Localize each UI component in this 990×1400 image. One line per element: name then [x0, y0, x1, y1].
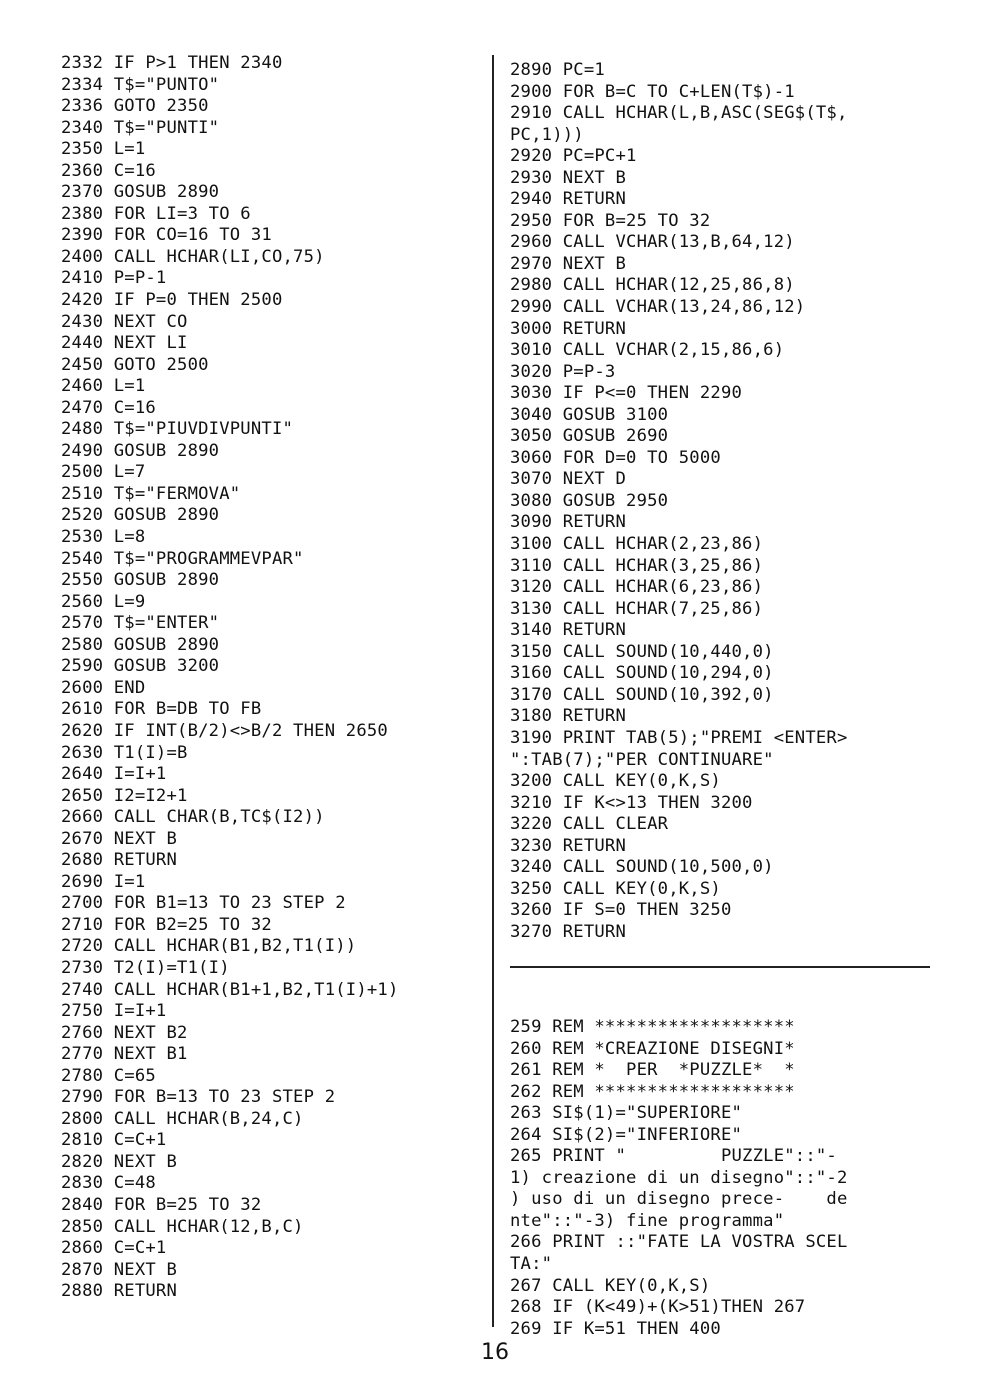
code-line: 2910 CALL HCHAR(L,B,ASC(SEG$(T$, — [510, 103, 848, 124]
code-line: 3090 RETURN — [510, 512, 627, 533]
code-line: 2400 CALL HCHAR(LI,CO,75) — [61, 246, 325, 267]
code-line: 3150 CALL SOUND(10,440,0) — [510, 641, 774, 662]
code-line: 2790 FOR B=13 TO 23 STEP 2 — [61, 1087, 336, 1108]
code-line: 259 REM ******************* — [510, 1017, 795, 1037]
code-line: 2650 I2=I2+1 — [61, 785, 188, 806]
code-line: 2360 C=16 — [61, 160, 156, 181]
code-line: 3160 CALL SOUND(10,294,0) — [510, 663, 774, 684]
code-line: 2780 C=65 — [61, 1065, 156, 1086]
code-line: 2710 FOR B2=25 TO 32 — [61, 914, 272, 935]
code-line: 3220 CALL CLEAR — [510, 814, 669, 835]
code-line: 3050 GOSUB 2690 — [510, 426, 669, 447]
code-line: 2460 L=1 — [61, 376, 146, 397]
code-line: 2510 T$="FERMOVA" — [61, 483, 241, 504]
code-line: 2980 CALL HCHAR(12,25,86,8) — [510, 275, 795, 296]
code-line: ":TAB(7);"PER CONTINUARE" — [510, 749, 774, 770]
code-line: 2500 L=7 — [61, 462, 146, 483]
code-line: 2680 RETURN — [61, 850, 178, 871]
code-line: 2950 FOR B=25 TO 32 — [510, 210, 711, 231]
code-line: 3070 NEXT D — [510, 469, 627, 490]
code-line: 2450 GOTO 2500 — [61, 354, 209, 375]
code-line: 2640 I=I+1 — [61, 764, 167, 785]
code-line: 2332 IF P>1 THEN 2340 — [61, 53, 283, 73]
code-line: 2570 T$="ENTER" — [61, 613, 220, 634]
code-line: nte"::"-3) fine programma" — [510, 1210, 785, 1231]
code-line: 2440 NEXT LI — [61, 333, 188, 354]
code-line: 3020 P=P-3 — [510, 361, 616, 382]
code-line: 2490 GOSUB 2890 — [61, 440, 220, 461]
code-line: 2350 L=1 — [61, 139, 146, 160]
code-line: 2730 T2(I)=T1(I) — [61, 957, 230, 978]
code-line: 3040 GOSUB 3100 — [510, 404, 669, 425]
code-line: 2690 I=1 — [61, 871, 146, 892]
code-line: 2630 T1(I)=B — [61, 742, 188, 763]
code-line: 2480 T$="PIUVDIVPUNTI" — [61, 419, 294, 440]
code-line: 2370 GOSUB 2890 — [61, 182, 220, 203]
code-line: 2600 END — [61, 677, 146, 698]
code-line: TA:" — [510, 1254, 553, 1275]
code-line: 3210 IF K<>13 THEN 3200 — [510, 792, 753, 813]
code-line: 2660 CALL CHAR(B,TC$(I2)) — [61, 807, 325, 828]
code-line: 3110 CALL HCHAR(3,25,86) — [510, 555, 764, 576]
code-line: 2700 FOR B1=13 TO 23 STEP 2 — [61, 893, 346, 914]
code-line: 262 REM ******************* — [510, 1081, 795, 1102]
code-line: 2420 IF P=0 THEN 2500 — [61, 290, 283, 311]
code-line: 2740 CALL HCHAR(B1+1,B2,T1(I)+1) — [61, 979, 399, 1000]
code-line: 2560 L=9 — [61, 591, 146, 612]
code-line: 2720 CALL HCHAR(B1,B2,T1(I)) — [61, 936, 357, 957]
code-line: 2960 CALL VCHAR(13,B,64,12) — [510, 232, 795, 253]
code-line: 2970 NEXT B — [510, 253, 627, 274]
code-line: 2830 C=48 — [61, 1173, 156, 1194]
code-line: 2860 C=C+1 — [61, 1238, 167, 1259]
code-line: 3190 PRINT TAB(5);"PREMI <ENTER> — [510, 727, 848, 748]
code-line: 1) creazione di un disegno"::"-2 — [510, 1167, 848, 1188]
code-column-right-top — [510, 60, 940, 943]
code-line: 2810 C=C+1 — [61, 1130, 167, 1151]
code-line: 2550 GOSUB 2890 — [61, 570, 220, 591]
code-line: 3030 IF P<=0 THEN 2290 — [510, 383, 743, 404]
code-column-left — [61, 53, 481, 1303]
code-line: 2880 RETURN — [61, 1281, 178, 1302]
code-line: 2670 NEXT B — [61, 828, 178, 849]
code-line: 3080 GOSUB 2950 — [510, 490, 669, 511]
code-line: 2334 T$="PUNTO" — [61, 74, 220, 95]
code-line: ) uso di un disegno prece- de — [510, 1189, 848, 1210]
code-line: 3240 CALL SOUND(10,500,0) — [510, 857, 774, 878]
code-line: 2390 FOR CO=16 TO 31 — [61, 225, 272, 246]
code-line: 3100 CALL HCHAR(2,23,86) — [510, 534, 764, 555]
code-line: 2770 NEXT B1 — [61, 1044, 188, 1065]
code-line: 260 REM *CREAZIONE DISEGNI* — [510, 1038, 795, 1059]
code-line: 3130 CALL HCHAR(7,25,86) — [510, 598, 764, 619]
code-line: 2800 CALL HCHAR(B,24,C) — [61, 1108, 304, 1129]
code-line: 267 CALL KEY(0,K,S) — [510, 1275, 711, 1296]
code-line: 2760 NEXT B2 — [61, 1022, 188, 1043]
code-line: 2336 GOTO 2350 — [61, 96, 209, 117]
code-line: 2750 I=I+1 — [61, 1001, 167, 1022]
column-divider — [492, 55, 494, 1327]
code-line: 3000 RETURN — [510, 318, 627, 339]
code-line: 2410 P=P-1 — [61, 268, 167, 289]
code-line: 268 IF (K<49)+(K>51)THEN 267 — [510, 1297, 806, 1318]
code-line: 266 PRINT ::"FATE LA VOSTRA SCEL — [510, 1232, 848, 1253]
code-line: 2840 FOR B=25 TO 32 — [61, 1194, 262, 1215]
code-line: 2590 GOSUB 3200 — [61, 656, 220, 677]
code-line: 2850 CALL HCHAR(12,B,C) — [61, 1216, 304, 1237]
code-line: 264 SI$(2)="INFERIORE" — [510, 1124, 743, 1145]
code-line: 3120 CALL HCHAR(6,23,86) — [510, 577, 764, 598]
code-line: 2890 PC=1 — [510, 60, 605, 80]
code-line: 3140 RETURN — [510, 620, 627, 641]
code-line: 3060 FOR D=0 TO 5000 — [510, 447, 721, 468]
code-line: 2930 NEXT B — [510, 167, 627, 188]
code-line: PC,1))) — [510, 124, 584, 145]
code-line: 2820 NEXT B — [61, 1151, 178, 1172]
code-line: 2920 PC=PC+1 — [510, 146, 637, 167]
code-column-right-bottom — [510, 1017, 940, 1340]
section-separator — [510, 966, 930, 968]
code-line: 2470 C=16 — [61, 397, 156, 418]
code-line: 2380 FOR LI=3 TO 6 — [61, 203, 251, 224]
code-line: 3170 CALL SOUND(10,392,0) — [510, 684, 774, 705]
code-line: 3230 RETURN — [510, 835, 627, 856]
code-line: 263 SI$(1)="SUPERIORE" — [510, 1103, 743, 1124]
code-line: 3260 IF S=0 THEN 3250 — [510, 900, 732, 921]
code-line: 3200 CALL KEY(0,K,S) — [510, 771, 721, 792]
code-line: 3010 CALL VCHAR(2,15,86,6) — [510, 340, 785, 361]
code-line: 3180 RETURN — [510, 706, 627, 727]
code-line: 2990 CALL VCHAR(13,24,86,12) — [510, 297, 806, 318]
code-line: 2900 FOR B=C TO C+LEN(T$)-1 — [510, 81, 795, 102]
code-line: 2340 T$="PUNTI" — [61, 117, 220, 138]
code-line: 2610 FOR B=DB TO FB — [61, 699, 262, 720]
code-line: 3250 CALL KEY(0,K,S) — [510, 878, 721, 899]
code-line: 2870 NEXT B — [61, 1259, 178, 1280]
code-line: 2940 RETURN — [510, 189, 627, 210]
code-line: 265 PRINT " PUZZLE"::"- — [510, 1146, 837, 1167]
page-number: 16 — [481, 1340, 509, 1365]
code-line: 2430 NEXT CO — [61, 311, 188, 332]
code-line: 2540 T$="PROGRAMMEVPAR" — [61, 548, 304, 569]
code-line: 261 REM * PER *PUZZLE* * — [510, 1060, 795, 1081]
code-line: 2530 L=8 — [61, 527, 146, 548]
code-line: 269 IF K=51 THEN 400 — [510, 1318, 721, 1339]
code-line: 2580 GOSUB 2890 — [61, 634, 220, 655]
code-line: 2620 IF INT(B/2)<>B/2 THEN 2650 — [61, 720, 388, 741]
code-line: 2520 GOSUB 2890 — [61, 505, 220, 526]
code-line: 3270 RETURN — [510, 921, 627, 942]
